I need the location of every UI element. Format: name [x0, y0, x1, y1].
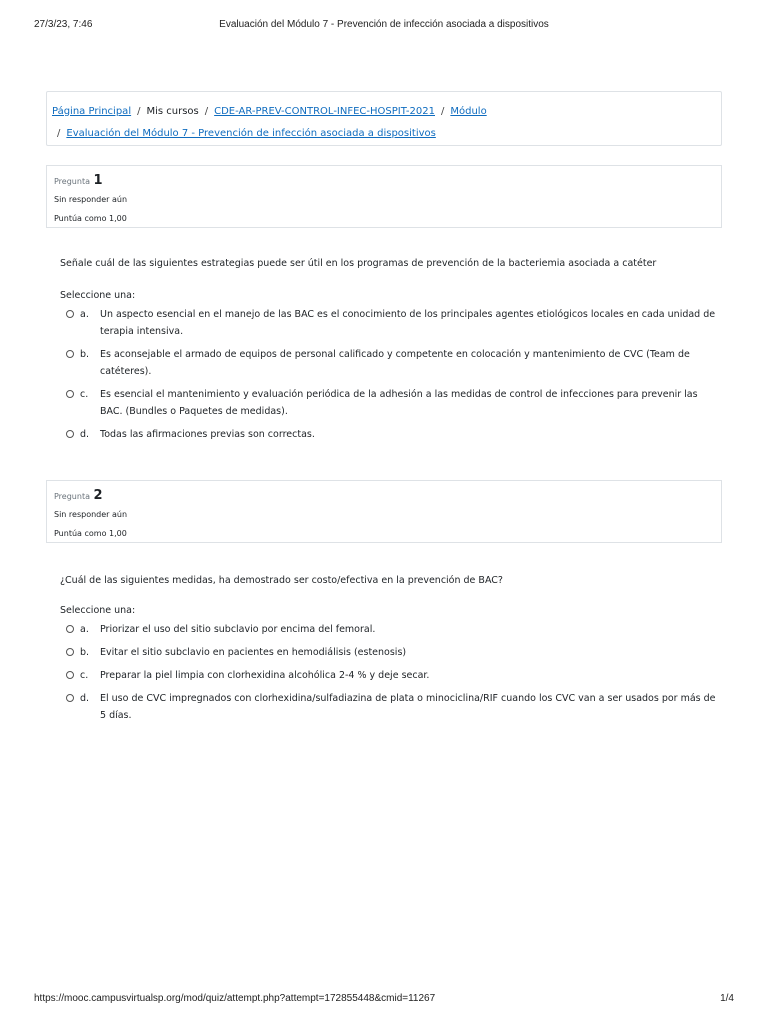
breadcrumb-separator: / — [57, 127, 61, 139]
print-header — [34, 19, 734, 33]
answer-option-a[interactable] — [66, 306, 716, 340]
breadcrumb-separator: / — [137, 105, 141, 117]
print-title: Evaluación del Módulo 7 - Prevención de infección asociada a dispositivos — [219, 19, 549, 30]
radio-button[interactable] — [66, 310, 74, 318]
question-text-1: Señale cuál de las siguientes estrategias puede ser útil en los programas de prevención de la bacteriemia asociada a catéter — [60, 258, 657, 269]
radio-button[interactable] — [66, 350, 74, 358]
question-state: Sin responder aún — [54, 195, 128, 204]
breadcrumb-home-link[interactable]: Página Principal — [52, 105, 132, 117]
answer-option-b[interactable] — [66, 644, 716, 661]
print-url: https://mooc.campusvirtualsp.org/mod/quiz/attempt.php?attempt=172855448&cmid=11267 — [34, 993, 436, 1004]
answer-letter: b. — [80, 647, 90, 658]
breadcrumb-section-link[interactable]: Módulo — [450, 105, 487, 117]
breadcrumb-my-courses: Mis cursos — [146, 105, 199, 117]
answer-option-c[interactable] — [66, 667, 716, 684]
print-footer — [34, 993, 734, 1007]
question-number — [54, 487, 721, 505]
breadcrumb-separator: / — [441, 105, 445, 117]
answer-option-a[interactable] — [66, 621, 716, 638]
breadcrumb-course-link[interactable]: CDE-AR-PREV-CONTROL-INFEC-HOSPIT-2021 — [214, 105, 435, 117]
print-page-number: 1/4 — [720, 993, 734, 1004]
question-grade: Puntúa como 1,00 — [54, 529, 127, 538]
answer-option-d[interactable] — [66, 426, 716, 443]
answer-text: Priorizar el uso del sitio subclavio por encima del femoral. — [100, 624, 376, 635]
answer-text: Todas las afirmaciones previas son correctas. — [100, 429, 315, 440]
radio-button[interactable] — [66, 430, 74, 438]
answer-text: Preparar la piel limpia con clorhexidina alcohólica 2-4 % y deje secar. — [100, 670, 430, 681]
answer-list-1 — [66, 306, 716, 443]
answer-letter: a. — [80, 624, 89, 635]
radio-button[interactable] — [66, 390, 74, 398]
answer-letter: d. — [80, 429, 90, 440]
answer-letter: d. — [80, 693, 90, 704]
radio-button[interactable] — [66, 648, 74, 656]
answer-option-d[interactable] — [66, 690, 716, 724]
breadcrumb-quiz-link[interactable]: Evaluación del Módulo 7 - Prevención de infección asociada a dispositivos — [66, 127, 436, 139]
radio-button[interactable] — [66, 671, 74, 679]
question-info-2 — [46, 480, 722, 543]
answer-letter: c. — [80, 670, 89, 681]
question-number — [54, 172, 721, 190]
print-date: 27/3/23, 7:46 — [34, 19, 93, 30]
answer-text: Un aspecto esencial en el manejo de las BAC es el conocimiento de los principales agentes etiológicos locales en cada unidad de terapia intensiva. — [100, 309, 716, 337]
select-one-prompt: Seleccione una: — [60, 605, 136, 616]
select-one-prompt: Seleccione una: — [60, 290, 136, 301]
radio-button[interactable] — [66, 625, 74, 633]
breadcrumb — [46, 91, 722, 146]
answer-letter: a. — [80, 309, 89, 320]
question-info-1 — [46, 165, 722, 228]
breadcrumb-separator: / — [204, 105, 209, 117]
answer-letter: c. — [80, 389, 89, 400]
answer-text: Evitar el sitio subclavio en pacientes en hemodiálisis (estenosis) — [100, 647, 407, 658]
question-grade: Puntúa como 1,00 — [54, 214, 127, 223]
question-label: Pregunta — [54, 492, 90, 501]
question-label: Pregunta — [54, 177, 90, 186]
answer-letter: b. — [80, 349, 90, 360]
answer-option-c[interactable] — [66, 386, 716, 420]
question-state: Sin responder aún — [54, 510, 128, 519]
answer-text: El uso de CVC impregnados con clorhexidina/sulfadiazina de plata o minociclina/RIF cuando los CVC van a ser usados por más de 5 días. — [100, 693, 716, 721]
answer-text: Es aconsejable el armado de equipos de personal calificado y competente en colocación y mantenimiento de CVC (Team de catéteres). — [100, 349, 690, 377]
radio-button[interactable] — [66, 694, 74, 702]
answer-option-b[interactable] — [66, 346, 716, 380]
question-number-value: 2 — [93, 488, 103, 503]
answer-list-2 — [66, 621, 716, 724]
question-text-2: ¿Cuál de las siguientes medidas, ha demostrado ser costo/efectiva en la prevención de BAC? — [60, 575, 503, 586]
question-number-value: 1 — [93, 173, 103, 188]
answer-text: Es esencial el mantenimiento y evaluación periódica de la adhesión a las medidas de control de infecciones para prevenir las BAC. (Bundles o Paquetes de medidas). — [100, 389, 698, 417]
